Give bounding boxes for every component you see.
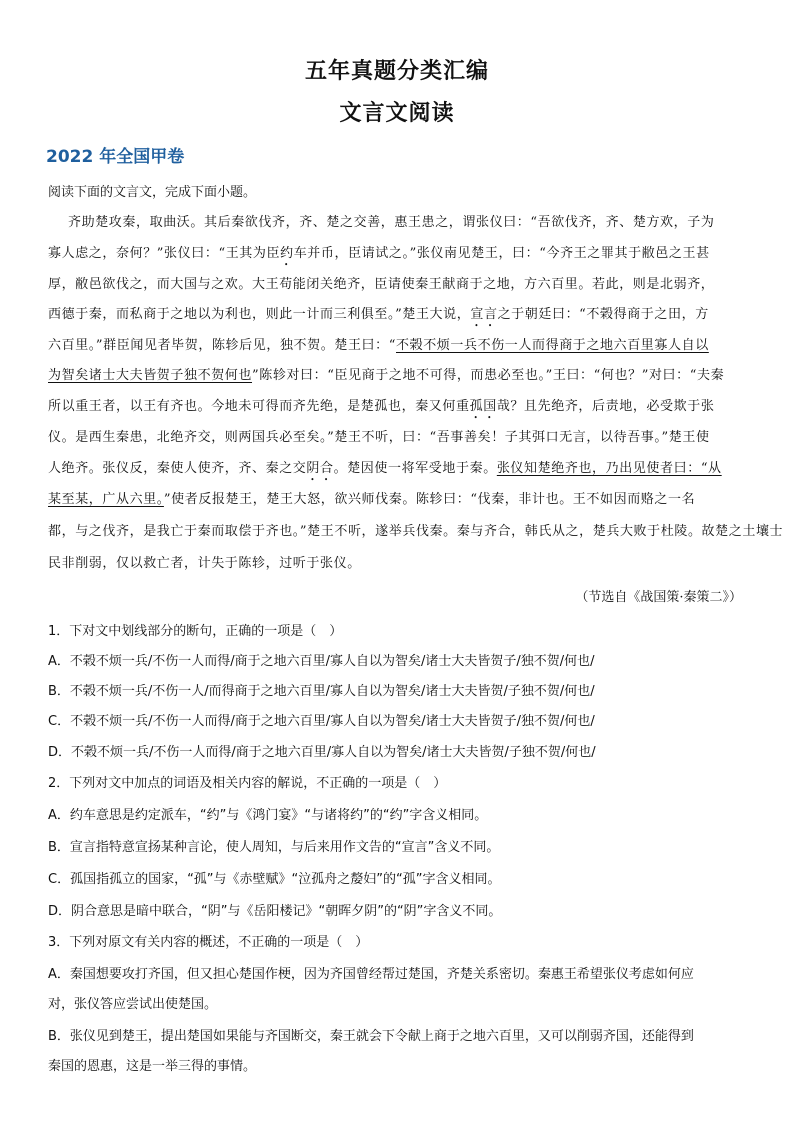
passage-text: 之于朝廷曰：“不榖得商于之田，方 (497, 307, 709, 322)
passage-line: 齐助楚攻秦，取曲沃。其后秦欲伐齐，齐、楚之交善，惠王患之，谓张仪曰：“吾欲伐齐，齐、楚方欢，子为 (68, 215, 715, 230)
passage-line (48, 334, 709, 353)
passage-line (48, 303, 709, 330)
passage-line: 厚，敝邑欲伐之，而大国与之欢。大王苟能闭关绝齐，臣请使秦王献商于之地，方六百里。若此，则是北弱齐， (48, 277, 715, 292)
instructions: 阅读下面的文言文，完成下面小题。 (48, 185, 257, 200)
question-2-option-c: C．孤国指孤立的国家，“孤”与《赤壁赋》“泣孤舟之嫠妇”的“孤”字含义相同。 (48, 872, 501, 887)
passage-text: 车并币，臣请试之。”张仪南见楚王，曰：“今齐王之罪其于敝邑之王甚 (293, 246, 710, 261)
passage-line: 仪。是西生秦患，北绝齐交，则两国兵必至矣。”楚王不听，曰：“吾事善矣！子其弭口无言，以待吾事。”楚王使 (48, 430, 710, 445)
passage-text: 所以重王者，以王有齐也。今地未可得而齐先绝，是楚孤也，秦又何重 (48, 399, 470, 414)
section-title: 2022 年全国甲卷 (46, 147, 185, 167)
dotted-term: 宣言 (470, 307, 498, 322)
document-subtitle: 文言文阅读 (339, 100, 455, 126)
question-1-option-a: A．不榖不烦一兵/不伤一人而得/商于之地六百里/寡人自以为智矣/诸士大夫皆贺子/独不贺/何也/ (48, 654, 595, 669)
question-1-option-d: D．不榖不烦一兵/不伤一人而得/商于之地六百里/寡人自以为智矣/诸士大夫皆贺/子独不贺/何也/ (48, 745, 596, 760)
question-3-option-a-cont: 对，张仪答应尝试出使楚国。 (48, 997, 218, 1012)
underlined-sentence: 为智矣诸士大夫皆贺子独不贺何也 (48, 368, 253, 383)
dotted-term: 阴合 (306, 461, 334, 476)
question-3-option-b-cont: 秦国的恩惠，这是一举三得的事情。 (48, 1059, 257, 1074)
question-2-option-a: A．约车意思是约定派车，“约”与《鸿门宴》“与诸将约”的“约”字含义相同。 (48, 808, 488, 823)
dotted-term: 约 (280, 246, 294, 261)
passage-source: （节选自《战国策·秦策二》） (575, 590, 742, 605)
underlined-sentence: 不榖不烦一兵不伤一人而得商于之地六百里寡人自以 (396, 338, 709, 353)
underlined-sentence: 张仪知楚绝齐也，乃出见使者曰：“从 (496, 461, 722, 476)
question-1-option-c: C．不榖不烦一兵/不伤一人而得/商于之地六百里/寡人自以为智矣/诸士大夫皆贺子/独不贺/何也/ (48, 714, 595, 729)
passage-text: ”使者反报楚王，楚王大怒，欲兴师伐秦。陈轸曰：“伐秦，非计也。王不如因而赂之一名 (163, 492, 696, 507)
passage-line (48, 364, 724, 383)
passage-line (48, 457, 722, 484)
passage-text: 。楚因使一将军受地于秦。 (333, 461, 497, 476)
document-title: 五年真题分类汇编 (304, 58, 489, 84)
passage-text: 六百里。”群臣闻见者毕贺，陈轸后见，独不贺。楚王曰：“ (48, 338, 396, 353)
passage-line (48, 395, 714, 422)
question-2-option-b: B．宣言指特意宣扬某种言论，使人周知，与后来用作文告的“宣言”含义不同。 (48, 840, 500, 855)
dotted-term: 孤国 (469, 399, 497, 414)
passage-text: 人绝齐。张仪反，秦使人使齐，齐、秦之交 (48, 461, 307, 476)
question-2-stem: 2．下列对文中加点的词语及相关内容的解说，不正确的一项是（ ） (48, 776, 447, 791)
passage-text: 寡人虑之，奈何？”张仪曰：“王其为臣 (48, 246, 281, 261)
question-3-option-a: A．秦国想要攻打齐国，但又担心楚国作梗，因为齐国曾经帮过楚国，齐楚关系密切。秦惠王希望张仪考虑如何应 (48, 967, 694, 982)
passage-line (48, 242, 710, 269)
question-1-stem: 1．下对文中划线部分的断句，正确的一项是（ ） (48, 624, 343, 639)
passage-line (48, 488, 695, 507)
question-2-option-d: D．阴合意思是暗中联合，“阴”与《岳阳楼记》“朝晖夕阴”的“阴”字含义不同。 (48, 904, 502, 919)
question-3-stem: 3．下列对原文有关内容的概述，不正确的一项是（ ） (48, 935, 369, 950)
passage-line: 都，与之伐齐，是我亡于秦而取偿于齐也。”楚王不听，遂举兵伐秦。秦与齐合，韩氏从之，楚兵大败于杜陵。故楚之土壤士 (48, 524, 784, 539)
underlined-sentence: 某至某，广从六里。 (48, 492, 164, 507)
passage-text: ”陈轸对曰：“臣见商于之地不可得，而患必至也。”王曰：“何也？”对曰：“夫秦 (252, 368, 725, 383)
passage-text: 西德于秦，而私商于之地以为利也，则此一计而三利俱至。”楚王大说， (48, 307, 471, 322)
passage-text: 哉？且先绝齐，后责地，必受欺于张 (496, 399, 715, 414)
passage-line: 民非削弱，仅以救亡者，计失于陈轸，过听于张仪。 (48, 556, 361, 571)
question-3-option-b: B．张仪见到楚王，提出楚国如果能与齐国断交，秦王就会下令献上商于之地六百里，又可以削弱齐国，还能得到 (48, 1029, 694, 1044)
question-1-option-b: B．不榖不烦一兵/不伤一人/而得商于之地六百里/寡人自以为智矣/诸士大夫皆贺/子独不贺/何也/ (48, 684, 595, 699)
